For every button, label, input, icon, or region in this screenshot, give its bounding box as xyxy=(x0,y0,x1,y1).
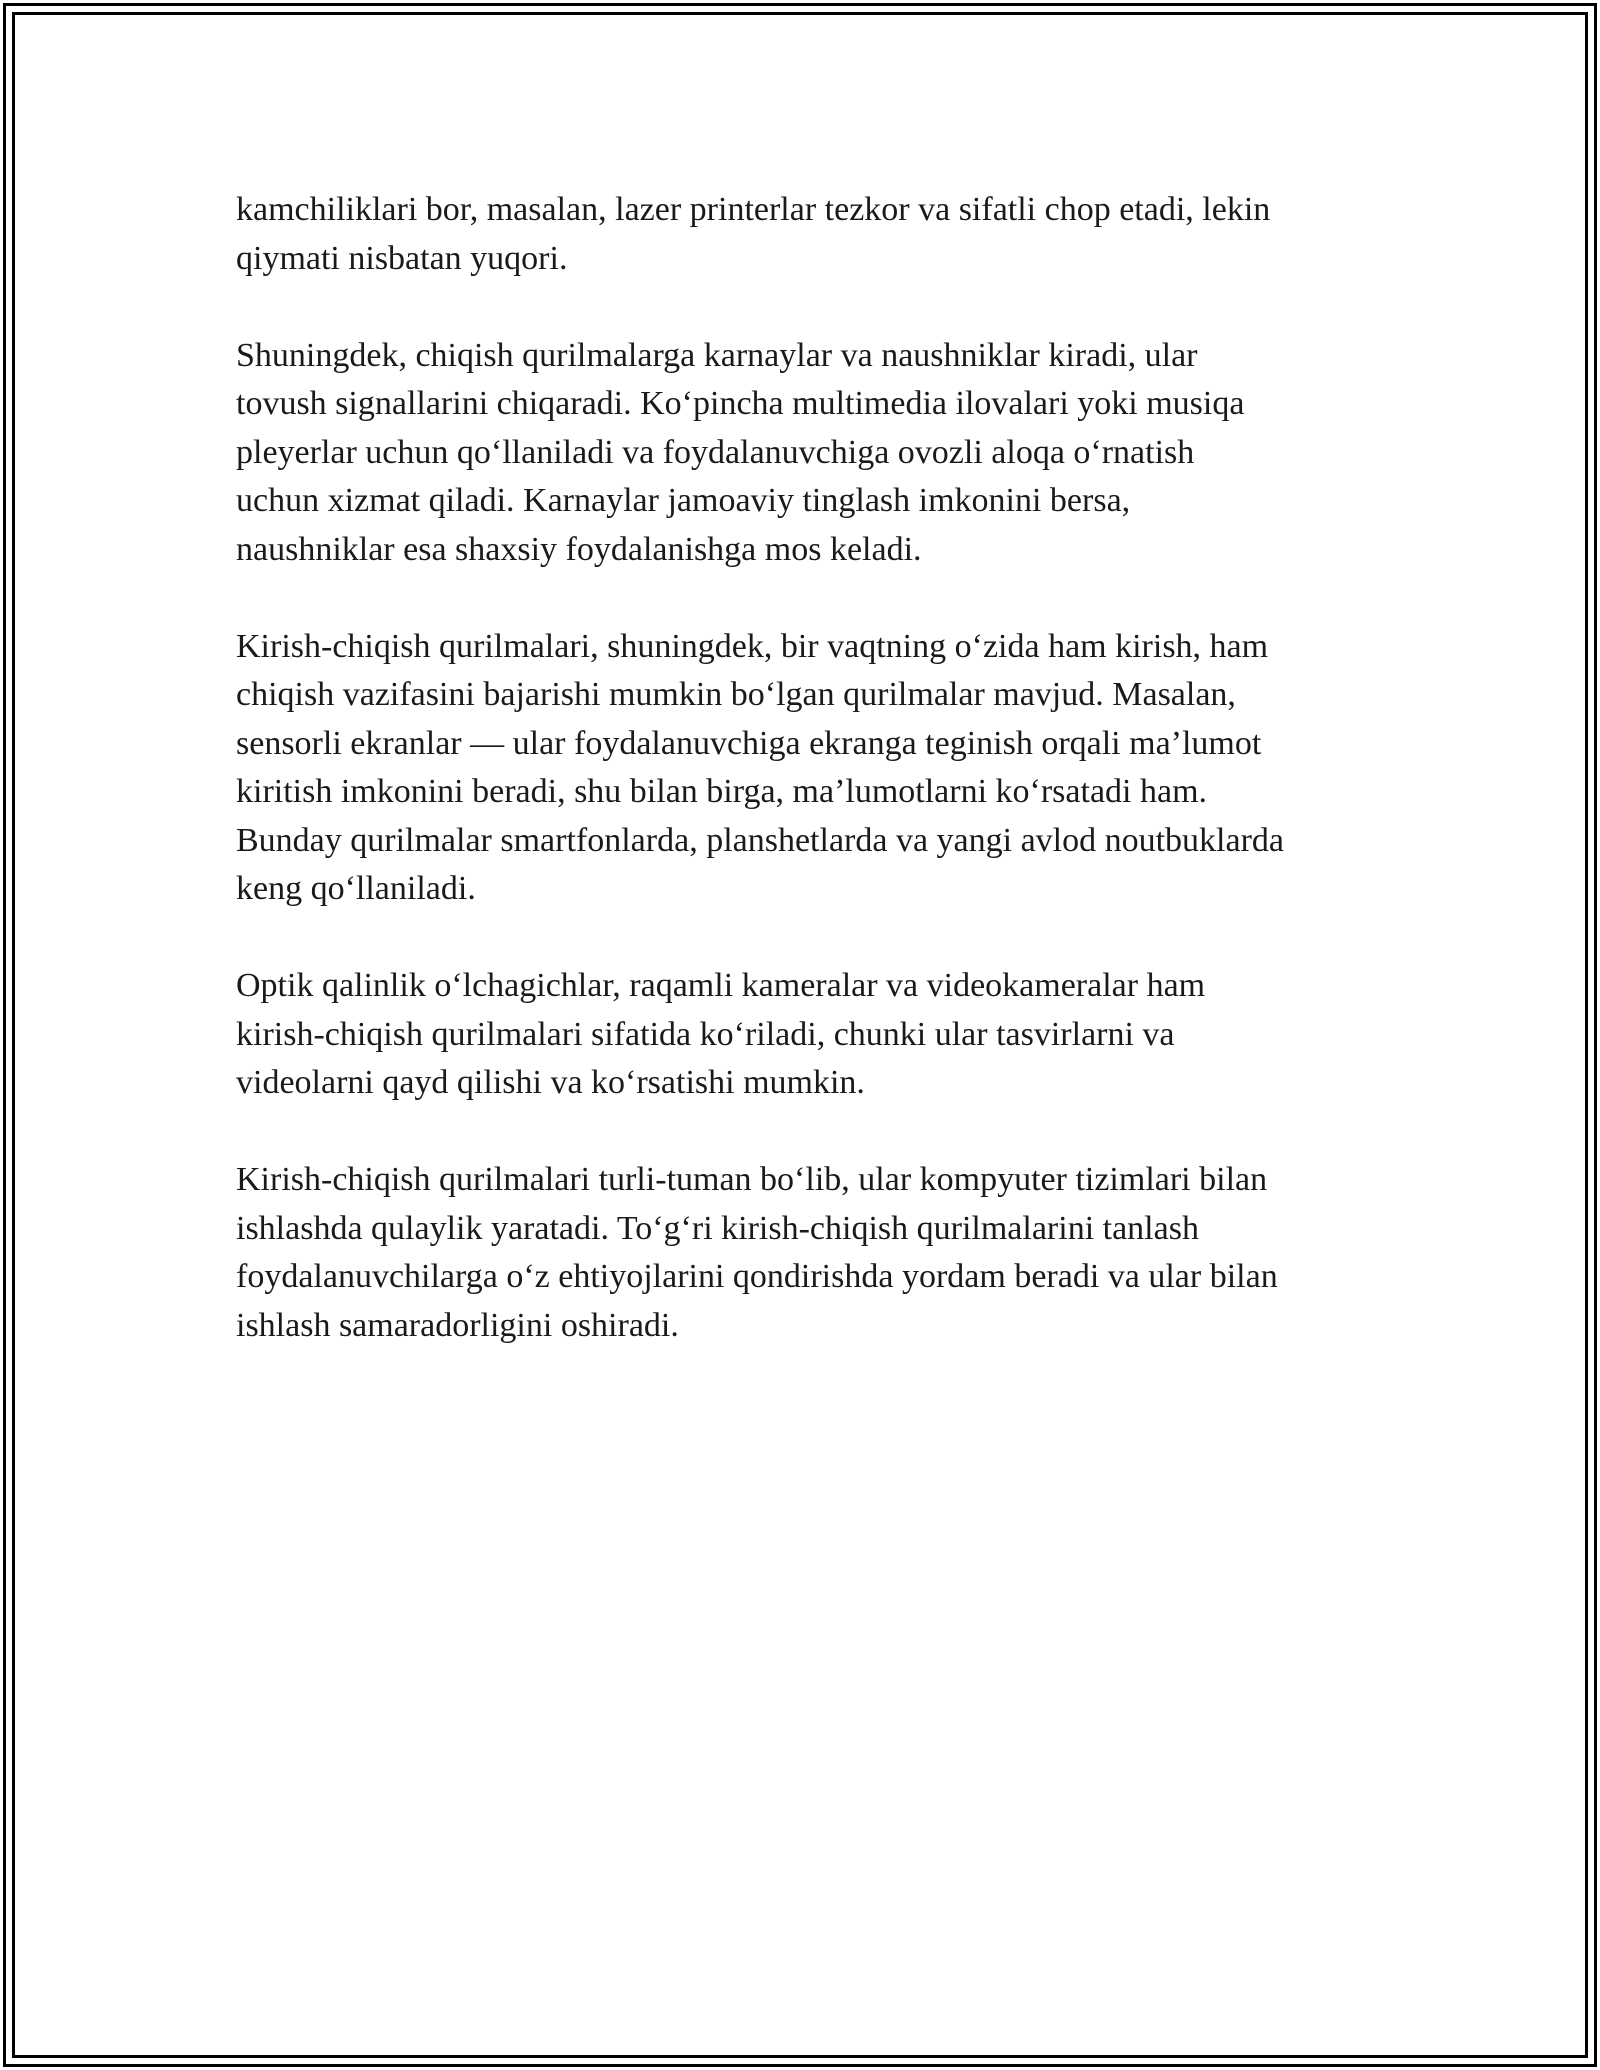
text-line: Kirish-chiqish qurilmalari turli-tuman bo‘lib, ular kompyuter tizimlari bilan xyxy=(236,1161,1268,1198)
text-line: ishlash samaradorligini oshiradi. xyxy=(236,1306,679,1344)
text-line: kiritish imkonini beradi, shu bilan birga, ma’lumotlarni ko‘rsatadi ham. xyxy=(236,773,1208,810)
text-line: chiqish vazifasini bajarishi mumkin bo‘lgan qurilmalar mavjud. Masalan, xyxy=(236,676,1236,713)
text-line: Optik qalinlik o‘lchagichlar, raqamli kameralar va videokameralar ham xyxy=(236,967,1206,1004)
paragraph-3 xyxy=(236,623,1386,914)
paragraph-1 xyxy=(236,186,1386,283)
text-line: naushniklar esa shaxsiy foydalanishga mos keladi. xyxy=(236,530,922,568)
text-line: videolarni qayd qilishi va ko‘rsatishi mumkin. xyxy=(236,1064,865,1101)
text-line: sensorli ekranlar — ular foydalanuvchiga ekranga teginish orqali ma’lumot xyxy=(236,724,1262,762)
text-line: Shuningdek, chiqish qurilmalarga karnaylar va naushniklar kiradi, ular xyxy=(236,336,1198,374)
document-body xyxy=(236,186,1386,1399)
text-line: uchun xizmat qiladi. Karnaylar jamoaviy tinglash imkonini bersa, xyxy=(236,482,1131,519)
paragraph-4 xyxy=(236,962,1386,1108)
text-line: Bunday qurilmalar smartfonlarda, planshetlarda va yangi avlod noutbuklarda xyxy=(236,821,1285,859)
text-line: ishlashda qulaylik yaratadi. To‘g‘ri kirish-chiqish qurilmalarini tanlash xyxy=(236,1209,1199,1247)
text-line: pleyerlar uchun qo‘llaniladi va foydalanuvchiga ovozli aloqa o‘rnatish xyxy=(236,433,1195,471)
text-line: kirish-chiqish qurilmalari sifatida ko‘riladi, chunki ular tasvirlarni va xyxy=(236,1015,1175,1053)
paragraph-5 xyxy=(236,1156,1386,1350)
text-line: tovush signallarini chiqaradi. Ko‘pincha multimedia ilovalari yoki musiqa xyxy=(236,385,1245,422)
text-line: kamchiliklari bor, masalan, lazer printerlar tezkor va sifatli chop etadi, lekin xyxy=(236,191,1271,228)
text-line: foydalanuvchilarga o‘z ehtiyojlarini qondirishda yordam beradi va ular bilan xyxy=(236,1258,1278,1295)
text-line: qiymati nisbatan yuqori. xyxy=(236,239,568,277)
text-line: keng qo‘llaniladi. xyxy=(236,870,476,907)
paragraph-2 xyxy=(236,332,1386,575)
text-line: Kirish-chiqish qurilmalari, shuningdek, bir vaqtning o‘zida ham kirish, ham xyxy=(236,627,1269,665)
